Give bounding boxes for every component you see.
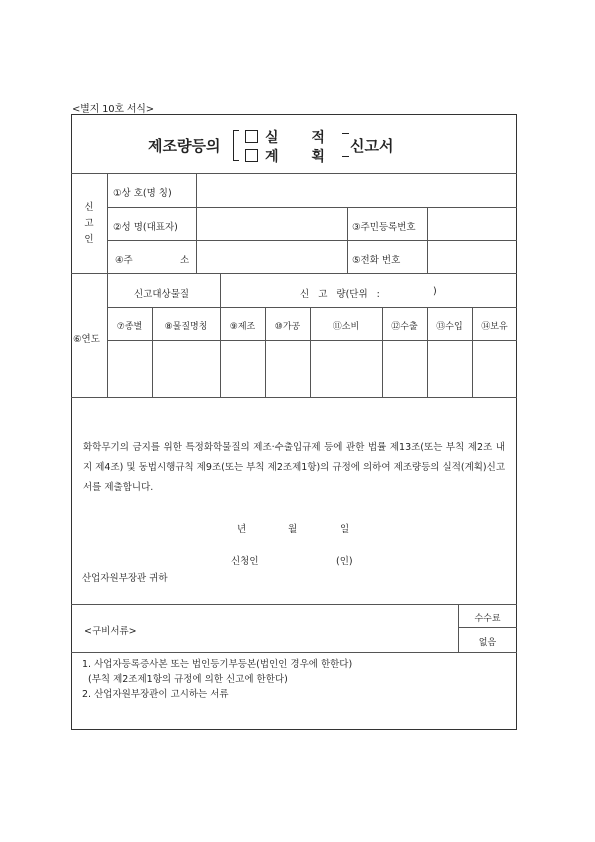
target-substance-label: 신고대상물질 xyxy=(134,289,190,300)
column-header-processing: ⑩가공 xyxy=(274,322,301,332)
addressee: 산업자원부장관 귀하 xyxy=(82,573,168,584)
row-divider xyxy=(107,207,517,208)
amount-unit-field[interactable] xyxy=(383,283,429,299)
representative-label: ②성 명(대표자) xyxy=(113,222,178,233)
row-divider xyxy=(71,273,517,274)
column-header-type: ⑦종별 xyxy=(116,322,143,332)
year-label: ⑥연도 xyxy=(73,334,100,345)
substance-data-row[interactable] xyxy=(108,342,516,396)
required-document-1-note: (부칙 제2조제1항의 규정에 의한 신고에 한한다) xyxy=(88,674,288,685)
applicant-signature-label: 신청인 xyxy=(231,556,259,567)
phone-label: ⑤전화 번호 xyxy=(352,255,401,266)
column-header-substance-name: ⑧물질명칭 xyxy=(164,322,208,332)
applicant-section-label: 신 고 인 xyxy=(84,202,94,245)
title-prefix: 제조량등의 xyxy=(148,137,221,155)
seal-label: (인) xyxy=(336,556,353,567)
required-document-2: 2. 산업자원부장관이 고시하는 서류 xyxy=(82,689,229,700)
title-left-bracket xyxy=(233,130,239,161)
column-header-manufacture: ⑨제조 xyxy=(229,322,256,332)
address-field[interactable] xyxy=(198,242,345,272)
row-divider xyxy=(71,397,517,398)
row-divider xyxy=(458,627,517,628)
column-header-export: ⑫수출 xyxy=(391,322,418,332)
row-divider xyxy=(107,240,517,241)
amount-unit-label: 신 고 량(단위 : xyxy=(300,289,380,300)
title-right-bracket-bottom xyxy=(342,156,349,157)
date-year-label: 년 xyxy=(237,524,247,535)
column-header-consumption: ⑪소비 xyxy=(332,322,360,332)
title-right-bracket-top xyxy=(342,133,349,134)
divider-title xyxy=(71,173,517,174)
required-document-1: 1. 사업자등록증사본 또는 법인등기부등본(법인인 경우에 한한다) xyxy=(82,659,353,670)
col-divider xyxy=(196,173,197,273)
fee-label: 수수료 xyxy=(474,614,501,624)
column-header-import: ⑬수입 xyxy=(436,322,463,332)
company-name-label: ①상 호(명 칭) xyxy=(113,188,172,199)
title-suffix: 신고서 xyxy=(350,137,394,155)
row-divider xyxy=(107,307,517,308)
phone-field[interactable] xyxy=(429,242,515,272)
registration-number-field[interactable] xyxy=(429,209,515,239)
applicant-section-divider xyxy=(107,173,108,273)
option-actual: 실 적 xyxy=(265,130,339,146)
col-divider xyxy=(347,207,348,273)
option-plan: 계 획 xyxy=(265,149,339,165)
row-divider xyxy=(71,652,517,653)
address-label-left: ④주 xyxy=(115,255,133,266)
representative-field[interactable] xyxy=(198,209,345,239)
column-header-holding: ⑭보유 xyxy=(481,322,508,332)
registration-number-label: ③주민등록번호 xyxy=(352,222,416,233)
row-divider xyxy=(107,340,517,341)
declaration-text: 화학무기의 금지를 위한 특정화학물질의 제조·수출입규제 등에 관한 법률 제13조(또는 부칙 제2조 내지 제4조) 및 동법시행규칙 제9조(또는 부칙 제2조제1항)의 규정에 의하여 제조량등의 실적(계획)신고서를 제출합니다. xyxy=(83,442,505,493)
checkbox-plan[interactable] xyxy=(245,149,258,162)
date-day-label: 일 xyxy=(340,524,350,535)
company-name-field[interactable] xyxy=(198,175,515,206)
checkbox-actual[interactable] xyxy=(245,130,258,143)
fee-value: 없음 xyxy=(478,638,497,648)
address-label-right: 소 xyxy=(180,255,190,266)
form-number-label: <별지 10호 서식> xyxy=(72,104,154,115)
row-divider xyxy=(71,604,517,605)
col-divider xyxy=(427,207,428,273)
required-documents-heading: <구비서류> xyxy=(84,626,137,637)
amount-unit-close: ) xyxy=(433,286,437,297)
date-month-label: 월 xyxy=(288,524,298,535)
